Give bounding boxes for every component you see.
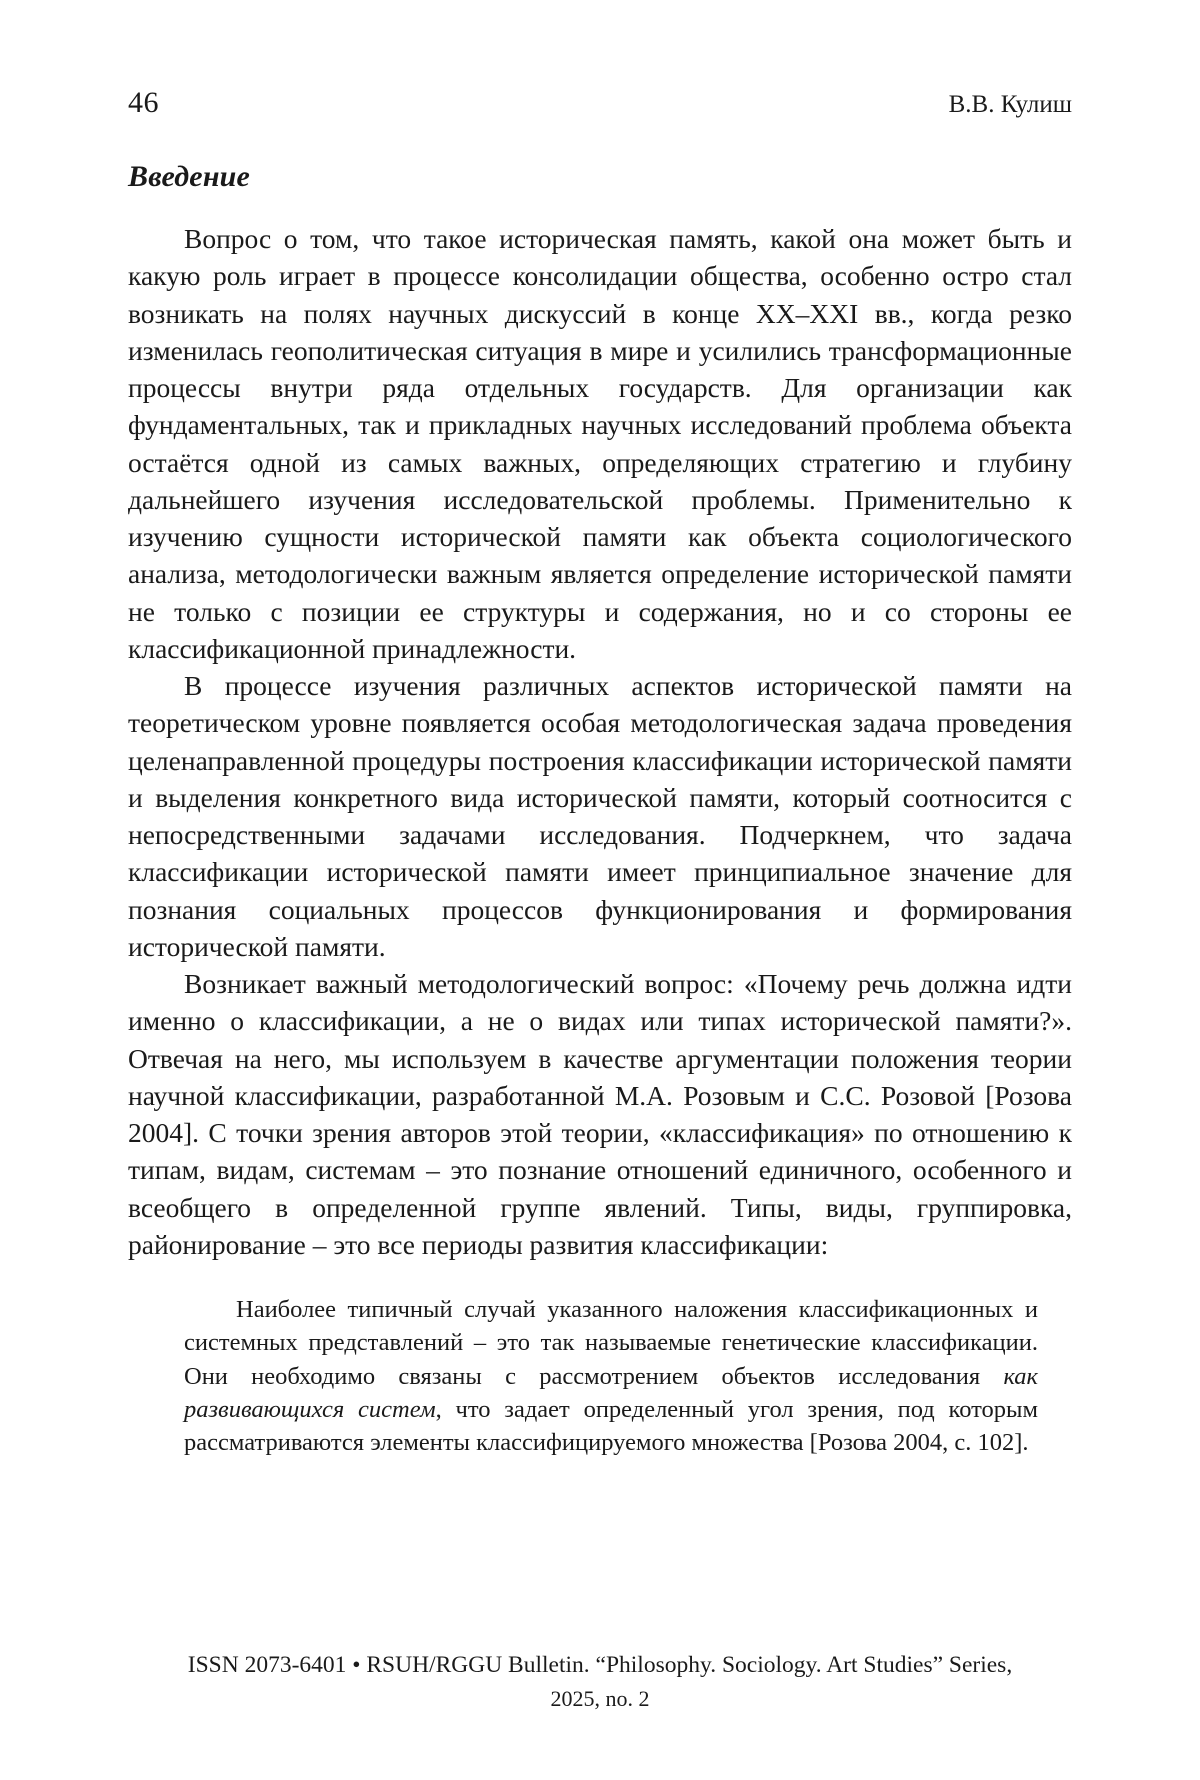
footer-issue-line: 2025, no. 2	[550, 1685, 650, 1711]
quote-emphasis: как развивающихся систем	[184, 1362, 1038, 1423]
quote-text-part2: , что задает определенный угол зрения, под которым рассматриваются элементы классифицируемого множества [Розова 2004, с. 102].	[184, 1395, 1038, 1457]
running-head-author: В.В. Кулиш	[948, 91, 1072, 118]
quote-text-part1: Наиболее типичный случай указанного наложения классификационных и системных представлений – это так называемые генетические классификации. Они необходимо связаны с рассмотрением объектов исследования	[184, 1296, 1038, 1390]
section-title: Введение	[128, 160, 251, 193]
footer-issn-line: ISSN 2073-6401 • RSUH/RGGU Bulletin. “Philosophy. Sociology. Art Studies” Series,	[187, 1652, 1013, 1679]
page-number: 46	[128, 86, 159, 119]
quote-text	[184, 1293, 1038, 1460]
paragraph: Возникает важный методологический вопрос: «Почему речь должна идти именно о классификации, а не о видах или типах исторической памяти?». Отвечая на него, мы используем в качестве аргументации положения теории научной классификации, разработанной М.А. Розовым и С.С. Розовой [Розова 2004]. С точки зрения авторов этой теории, «классификация» по отношению к типам, видам, системам – это познание отношений единичного, особенного и всеобщего в определенной группе явлений. Типы, виды, группировка, районирование – это все периоды развития классификации:	[128, 968, 1072, 1260]
paragraph: Вопрос о том, что такое историческая память, какой она может быть и какую роль играет в процессе консолидации общества, особенно остро стал возникать на полях научных дискуссий в конце XX–XXI вв., когда резко изменилась геополитическая ситуация в мире и усилились трансформационные процессы внутри ряда отдельных государств. Для организации как фундаментальных, так и прикладных научных исследований проблема объекта остаётся одной из самых важных, определяющих стратегию и глубину дальнейшего изучения исследовательской проблемы. Применительно к изучению сущности исторической памяти как объекта социологического анализа, методологически важным является определение исторической памяти не только с позиции ее структуры и содержания, но и со стороны ее классификационной принадлежности.	[128, 223, 1072, 664]
paragraph: В процессе изучения различных аспектов исторической памяти на теоретическом уровне появляется особая методологическая задача проведения целенаправленной процедуры построения классификации исторической памяти и выделения конкретного вида исторической памяти, который соотносится с непосредственными задачами исследования. Подчеркнем, что задача классификации исторической памяти имеет принципиальное значение для познания социальных процессов функционирования и формирования исторической памяти.	[128, 670, 1072, 962]
block-quote	[128, 1293, 1072, 1460]
body-text	[128, 220, 1072, 1263]
running-head	[128, 86, 1072, 120]
page-footer	[0, 1649, 1200, 1714]
